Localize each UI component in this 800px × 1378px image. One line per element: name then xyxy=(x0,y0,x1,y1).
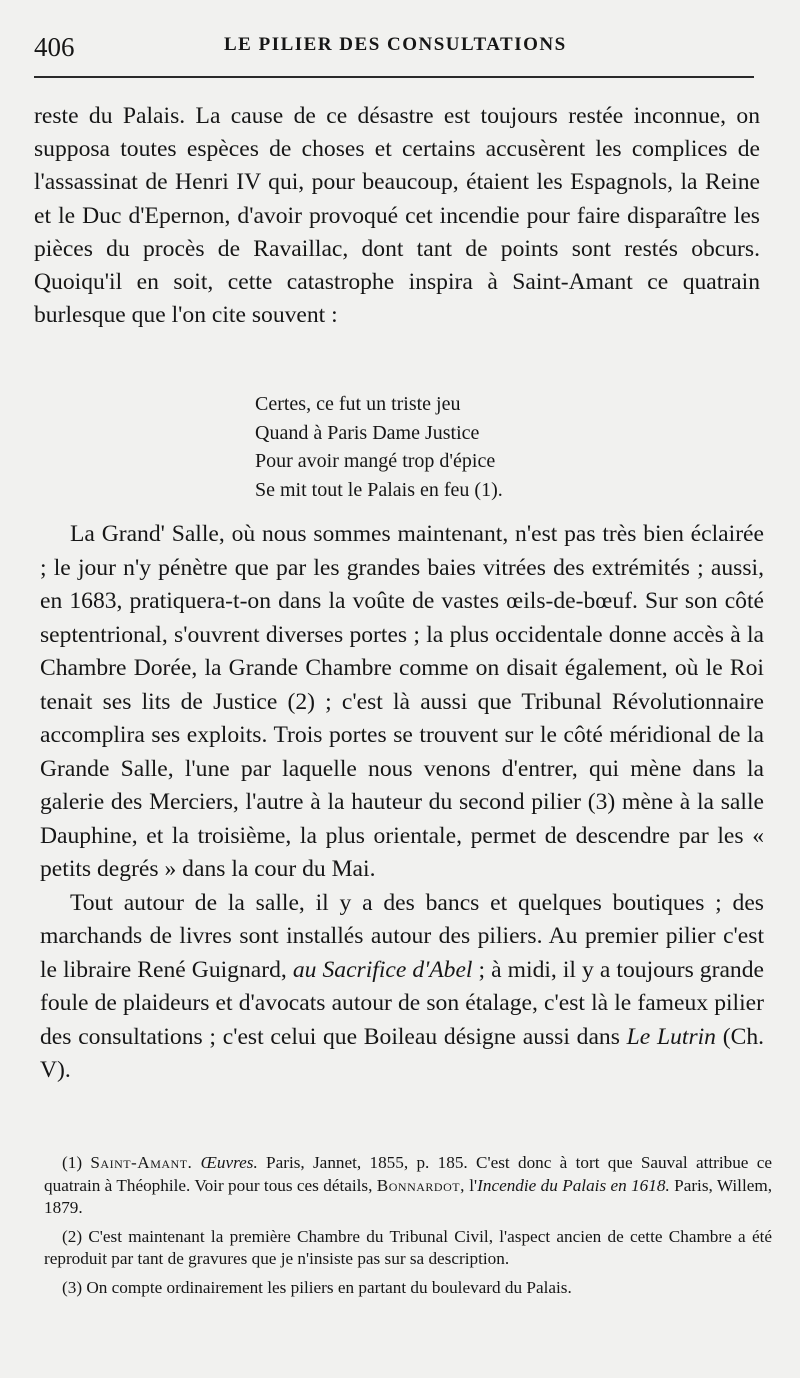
poem-line: Pour avoir mangé trop d'épice xyxy=(255,450,496,472)
quatrain-poem xyxy=(255,390,503,504)
footnote-text: C'est maintenant la première Chambre du Tribunal Civil, l'aspect ancien de cette Chambre a été reproduit par tant de gravures que je n'insiste pas sur sa description. xyxy=(44,1226,772,1269)
page-number: 406 xyxy=(34,32,75,62)
poem-line: Quand à Paris Dame Justice xyxy=(255,421,480,444)
page-header xyxy=(34,28,760,68)
footnote-text: Paris, Willem, 1879. xyxy=(44,1175,773,1218)
paragraph-3-text: Tout autour de la salle, il y a des bancs et quelques boutiques ; des marchands de livres sont installés autour des piliers. Au premier pilier c'est le libraire René Guignard, xyxy=(40,889,764,983)
paragraph-3-text: ; à midi, il y a toujours grande foule de plaideurs et d'avocats autour de son étalage, c'est là le fameux pilier des consultations ; c'est celui que Boileau désigne aussi dans xyxy=(40,956,764,1050)
footnote-work: Incendie du Palais en 1618. xyxy=(477,1175,670,1195)
footnote-3 xyxy=(44,1277,772,1300)
footnote-number: (2) xyxy=(62,1226,83,1246)
body-text-top xyxy=(34,100,760,332)
poem-line: Certes, ce fut un triste jeu xyxy=(255,393,461,415)
footnote-author: Bonnardot, xyxy=(376,1175,465,1195)
footnotes xyxy=(44,1152,772,1306)
footnote-text: On compte ordinairement les piliers en partant du boulevard du Palais. xyxy=(86,1277,572,1297)
footnote-number: (3) xyxy=(62,1277,83,1297)
italic-title: au Sacrifice d'Abel xyxy=(292,956,473,983)
footnote-text: l' xyxy=(464,1175,478,1195)
footnote-text: Paris, Jannet, 1855, p. 185. C'est donc à tort que Sauval attribue ce quatrain à Théophile. Voir pour tous ces détails, xyxy=(44,1153,772,1195)
italic-title: Le Lutrin xyxy=(626,1023,716,1050)
paragraph-1: reste du Palais. La cause de ce désastre est toujours restée inconnue, on supposa toutes espèces de choses et certains accusèrent les complices de l'assassinat de Henri IV qui, pour beaucoup, étaient les Espagnols, la Reine et le Duc d'Epernon, d'avoir provoqué cet incendie pour faire disparaître les pièces du procès de Ravaillac, dont tant de points sont restés obcurs. Quoiqu'il en soit, cette catastrophe inspira à Saint-Amant ce quatrain burlesque que l'on cite souvent : xyxy=(34,103,760,329)
paragraph-3-text: (Ch. V). xyxy=(40,1023,765,1083)
header-rule xyxy=(34,76,754,78)
footnote-1 xyxy=(44,1152,772,1220)
paragraph-3 xyxy=(40,887,764,1088)
body-text-main xyxy=(40,518,764,1088)
footnote-number: (1) xyxy=(62,1153,83,1172)
running-title: LE PILIER DES CONSULTATIONS xyxy=(224,34,567,55)
poem-line: Se mit tout le Palais en feu (1). xyxy=(255,478,503,501)
footnote-author: Saint-Amant. xyxy=(90,1153,193,1172)
footnote-work: Œuvres. xyxy=(200,1153,258,1172)
footnote-2 xyxy=(44,1226,772,1271)
paragraph-2: La Grand' Salle, où nous sommes maintenant, n'est pas très bien éclairée ; le jour n'y pénètre que par les grandes baies vitrées des extrémités ; aussi, en 1683, pratiquera-t-on dans la voûte de vastes œils-de-bœuf. Sur son côté septentrional, s'ouvrent diverses portes ; la plus occidentale donne accès à la Chambre Dorée, la Grande Chambre comme on disait également, où le Roi tenait ses lits de Justice (2) ; c'est là aussi que Tribunal Révolutionnaire accomplira ses exploits. Trois portes se trouvent sur le côté méridional de la Grande Salle, l'une par laquelle nous venons d'entrer, qui mène dans la galerie des Merciers, l'autre à la hauteur du second pilier (3) mène à la salle Dauphine, et la troisième, la plus orientale, permet de descendre par les « petits degrés » dans la cour du Mai. xyxy=(40,521,764,882)
